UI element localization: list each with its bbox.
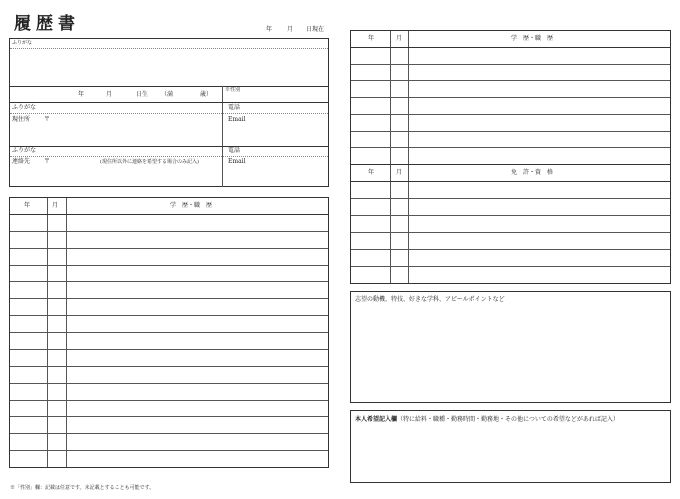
contact-furigana-label: ふりがな xyxy=(12,147,37,154)
address-phone-divider xyxy=(223,113,328,114)
requests-box[interactable] xyxy=(350,410,671,483)
requests-label-wrap xyxy=(355,417,619,423)
date-month-label: 月 xyxy=(287,26,294,33)
table-row[interactable] xyxy=(351,147,670,164)
contact-postal-mark: 〒 xyxy=(44,158,51,165)
date-year-label: 年 xyxy=(266,26,273,33)
table-row[interactable] xyxy=(351,47,670,64)
table-row[interactable] xyxy=(10,281,328,298)
name-furigana-label: ふりがな xyxy=(12,40,33,46)
table-row[interactable] xyxy=(10,315,328,332)
address-label: 現住所 xyxy=(12,116,31,123)
table-row[interactable] xyxy=(351,232,670,249)
date-field[interactable] xyxy=(250,24,340,36)
table-row-divider xyxy=(351,80,670,81)
table-row-divider xyxy=(10,265,328,266)
license-title-header: 免 許・資 格 xyxy=(511,169,554,176)
table-row-divider xyxy=(10,231,328,232)
table-row-divider xyxy=(10,400,328,401)
contact-furigana-divider xyxy=(10,156,222,157)
age-open-label: （満 xyxy=(161,91,174,98)
birth-year-label: 年 xyxy=(78,91,85,98)
table-row[interactable] xyxy=(10,298,328,315)
table-row[interactable] xyxy=(10,416,328,433)
history-left-title-header: 学 歴・職 歴 xyxy=(170,202,213,209)
sex-field[interactable] xyxy=(223,94,328,102)
table-row[interactable] xyxy=(10,450,328,467)
table-row-divider xyxy=(10,416,328,417)
address-furigana-label: ふりがな xyxy=(12,104,37,111)
table-row-divider xyxy=(351,147,670,148)
contact-label: 連絡先 xyxy=(12,158,31,165)
history-left-month-header: 月 xyxy=(52,202,59,209)
history-right-month-header: 月 xyxy=(396,35,403,42)
table-row[interactable] xyxy=(10,332,328,349)
name-bottom-divider xyxy=(9,86,329,87)
history-right-year-header: 年 xyxy=(368,35,375,42)
table-row[interactable] xyxy=(351,215,670,232)
birth-month-label: 月 xyxy=(106,91,113,98)
table-row-divider xyxy=(10,366,328,367)
table-row-divider xyxy=(10,383,328,384)
date-day-label: 日現在 xyxy=(306,26,325,33)
table-row[interactable] xyxy=(10,366,328,383)
address-postal-mark: 〒 xyxy=(44,116,51,123)
table-row[interactable] xyxy=(10,214,328,231)
table-row[interactable] xyxy=(10,400,328,417)
table-row-divider xyxy=(351,114,670,115)
birth-day-label: 日生 xyxy=(136,91,149,98)
table-row[interactable] xyxy=(351,181,670,198)
address-phone-label: 電話 xyxy=(228,104,241,111)
contact-phone-label: 電話 xyxy=(228,147,241,154)
contact-email-label: Email xyxy=(228,158,246,165)
requests-label: 本人希望記入欄 xyxy=(355,416,398,423)
table-row[interactable] xyxy=(10,349,328,366)
age-close-label: 歳） xyxy=(200,91,213,98)
table-row[interactable] xyxy=(351,249,670,266)
table-row-divider xyxy=(10,450,328,451)
table-row[interactable] xyxy=(10,383,328,400)
history-table-right xyxy=(350,30,671,165)
table-row[interactable] xyxy=(351,80,670,97)
table-row[interactable] xyxy=(10,265,328,282)
license-month-header: 月 xyxy=(396,169,403,176)
requests-note: （特に給料・職種・勤務時間・勤務地・その他についての希望などがあれば記入） xyxy=(397,416,619,423)
contact-note: (現住所以外に連絡を希望する場合のみ記入) xyxy=(100,159,199,165)
table-row[interactable] xyxy=(351,131,670,148)
sex-label: ※性別 xyxy=(225,87,241,93)
table-row[interactable] xyxy=(10,433,328,450)
history-left-year-header: 年 xyxy=(24,202,31,209)
table-row-divider xyxy=(351,64,670,65)
contact-phone-divider xyxy=(223,156,328,157)
table-row-divider xyxy=(10,349,328,350)
table-row-divider xyxy=(351,97,670,98)
table-row-divider xyxy=(10,433,328,434)
birth-bottom-divider xyxy=(9,102,329,103)
table-row[interactable] xyxy=(351,114,670,131)
history-table-left xyxy=(9,197,329,468)
table-row[interactable] xyxy=(351,266,670,283)
table-row-divider xyxy=(10,332,328,333)
table-row-divider xyxy=(10,315,328,316)
table-row-divider xyxy=(351,215,670,216)
table-row-divider xyxy=(351,232,670,233)
motivation-box[interactable] xyxy=(350,291,671,403)
table-row-divider xyxy=(351,266,670,267)
address-email-label: Email xyxy=(228,116,246,123)
address-bottom-divider xyxy=(9,146,329,147)
table-row[interactable] xyxy=(351,198,670,215)
table-row-divider xyxy=(351,249,670,250)
table-row-divider xyxy=(10,281,328,282)
history-right-title-header: 学 歴・職 歴 xyxy=(511,35,554,42)
name-field[interactable] xyxy=(10,49,328,85)
table-row-divider xyxy=(10,248,328,249)
license-table xyxy=(350,164,671,284)
footnote: ※「性別」欄：記載は任意です。未記載とすることも可能です。 xyxy=(10,485,155,491)
contact-field[interactable] xyxy=(55,167,221,186)
license-year-header: 年 xyxy=(368,169,375,176)
table-row[interactable] xyxy=(10,231,328,248)
table-row-divider xyxy=(351,131,670,132)
table-row-divider xyxy=(10,298,328,299)
address-field[interactable] xyxy=(55,114,221,145)
page-title: 履歴書 xyxy=(14,14,80,34)
motivation-label: 志望の動機、特技、好きな学科、アピールポイントなど xyxy=(355,296,505,303)
table-row[interactable] xyxy=(351,64,670,81)
table-row-divider xyxy=(351,198,670,199)
table-row[interactable] xyxy=(351,97,670,114)
table-row[interactable] xyxy=(10,248,328,265)
